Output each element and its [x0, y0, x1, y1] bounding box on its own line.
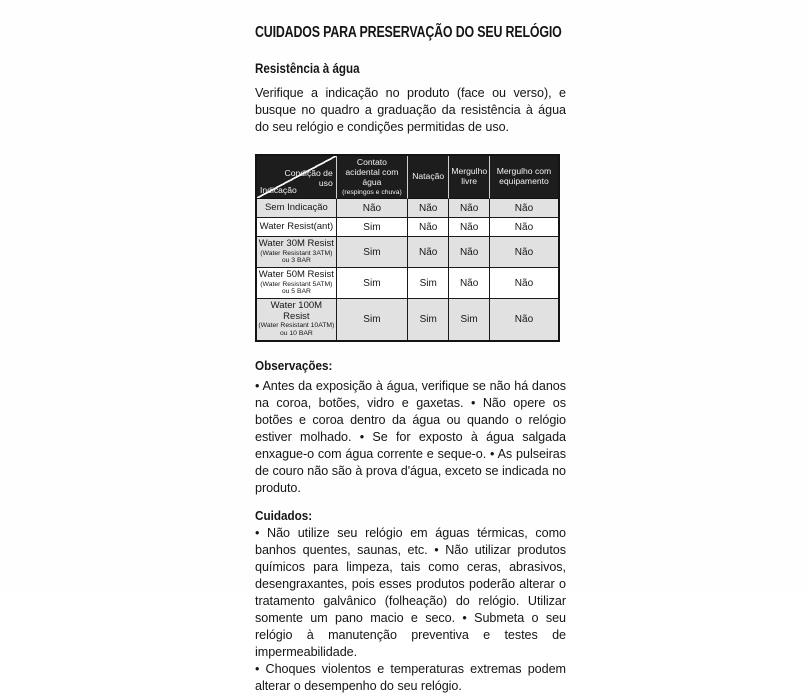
indication-cell: Water 30M Resist (Water Resistant 3ATM) ou 3 BAR — [257, 237, 337, 268]
water-resistance-table — [255, 154, 560, 342]
column-header-natacao — [408, 156, 449, 199]
value-cell: Não — [337, 199, 408, 218]
content-column — [255, 8, 566, 695]
table-header-row — [257, 156, 558, 199]
value-cell: Sim — [337, 299, 408, 340]
value-cell: Não — [490, 237, 558, 268]
indication-cell: Water 100M Resist (Water Resistant 10ATM) ou 10 BAR — [257, 299, 337, 340]
column-header-label: Natação — [412, 171, 445, 182]
observations-heading — [255, 353, 566, 375]
table-row-water-30m — [257, 237, 558, 268]
value-cell: Não — [449, 218, 490, 237]
table-row-water-50m — [257, 268, 558, 299]
table-corner-cell — [257, 156, 337, 199]
table-row-water-100m — [257, 299, 558, 340]
table-row-water-resistant — [257, 218, 558, 237]
page-title-text: CUIDADOS PARA PRESERVAÇÃO DO SEU RELÓGIO — [255, 24, 562, 41]
column-header-label: Mergulho livre — [451, 166, 488, 187]
care-heading-text: Cuidados: — [255, 507, 313, 523]
column-header-sublabel: (respingos e chuva) — [342, 188, 402, 196]
care-heading — [255, 503, 566, 525]
value-cell: Sim — [337, 268, 408, 299]
care-paragraph-1: • Não utilize seu relógio em águas térmicas, como banhos quentes, saunas, etc. • Não utilizar produtos químicos para limpeza, tais como ceras, abrasivos, desengraxantes, pois esses produtos poderão alterar o tratamento galvânico (folheação) do relógio. Utilizar somente um pano macio e seco. • Submeta o seu relógio à manutenção preventiva e testes de impermeabilidade. — [255, 525, 566, 659]
value-cell: Não — [449, 199, 490, 218]
observations-heading-text: Observações: — [255, 357, 333, 373]
value-cell: Não — [408, 218, 449, 237]
column-header-label: Mergulho com equipamento — [496, 166, 552, 187]
indication-cell: Water 50M Resist (Water Resistant 5ATM) ou 5 BAR — [257, 268, 337, 299]
value-cell: Não — [490, 199, 558, 218]
water-resistance-heading-text: Resistência à água — [255, 61, 360, 76]
intro-paragraph: Verifique a indicação no produto (face ou verso), e busque no quadro a graduação da resistência à água do seu relógio e condições permitidas de uso. — [255, 86, 566, 134]
value-cell: Sim — [449, 299, 490, 340]
value-cell: Não — [449, 268, 490, 299]
value-cell: Não — [490, 268, 558, 299]
value-cell: Sim — [337, 218, 408, 237]
observations-paragraph: • Antes da exposição à água, verifique se não há danos na coroa, botões, vidro e gaxetas. • Não opere os botões e coroa dentro da água ou quando o relógio estiver molhado. • Se for exposto à água salgada enxague-o com água corrente e seque-o. • As pulseiras de couro não são à prova d'água, exceto se indicada no produto. — [255, 378, 566, 495]
corner-label-indicacao: Indicação — [260, 185, 297, 196]
value-cell: Não — [449, 237, 490, 268]
value-cell: Não — [408, 199, 449, 218]
care-paragraph-2: • Choques violentos e temperaturas extremas podem alterar o desempenho do seu relógio. — [255, 661, 566, 693]
column-header-label: Contato acidental com água — [345, 157, 399, 187]
column-header-mergulho-livre — [449, 156, 490, 199]
value-cell: Não — [490, 218, 558, 237]
value-cell: Sim — [337, 237, 408, 268]
column-header-contato-acidental — [337, 156, 408, 199]
water-resistance-heading — [255, 52, 566, 80]
value-cell: Sim — [408, 299, 449, 340]
indication-cell: Sem Indicação — [257, 199, 337, 218]
page-title — [255, 8, 566, 45]
indication-cell: Water Resist(ant) — [257, 218, 337, 237]
value-cell: Sim — [408, 268, 449, 299]
value-cell: Não — [490, 299, 558, 340]
value-cell: Não — [408, 237, 449, 268]
table-row-sem-indicacao — [257, 199, 558, 218]
column-header-mergulho-equipamento — [490, 156, 558, 199]
corner-label-condicao-de-uso: Condição de uso — [284, 168, 333, 188]
